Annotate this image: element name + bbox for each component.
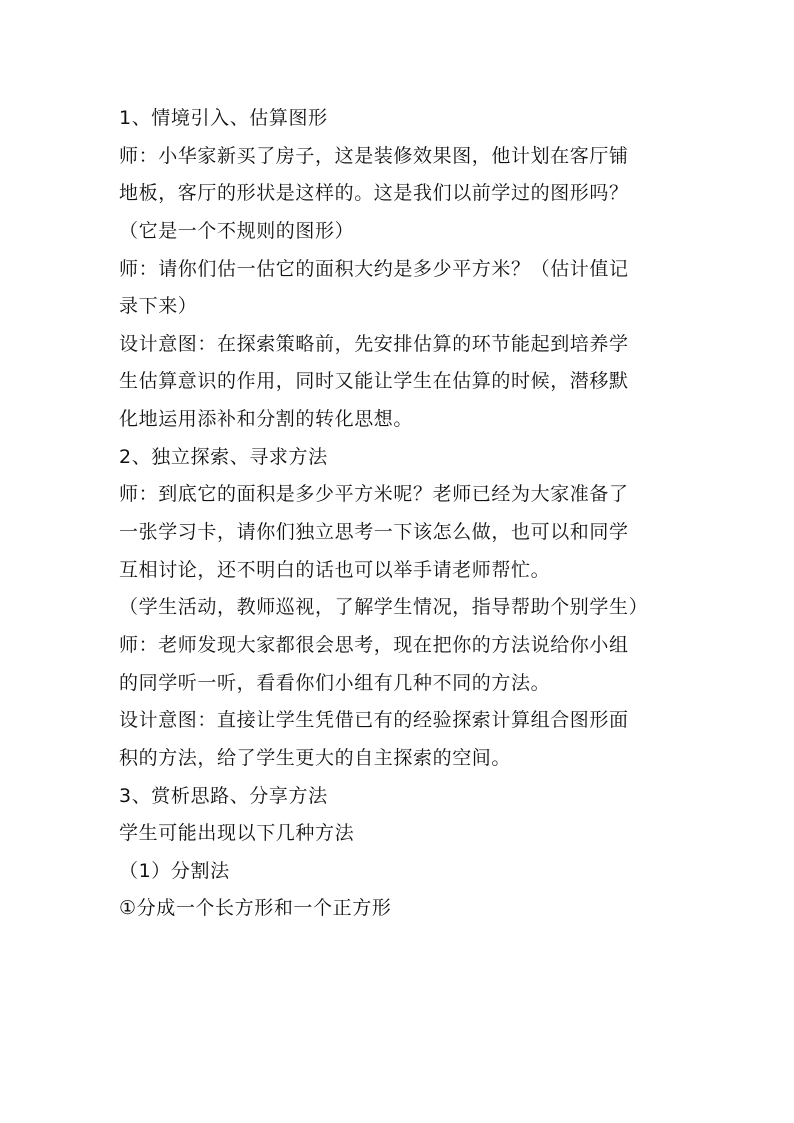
list-item: ①分成一个长方形和一个正方形 <box>119 897 392 920</box>
design-intent-line: 设计意图：在探索策略前，先安排估算的环节能起到培养学 <box>119 332 629 355</box>
paragraph-line: （学生活动，教师巡视，了解学生情况，指导帮助个别学生） <box>119 596 649 619</box>
paragraph-line: 地板，客厅的形状是这样的。这是我们以前学过的图形吗？ <box>119 182 629 205</box>
paragraph-line: 一张学习卡，请你们独立思考一下该怎么做，也可以和同学 <box>119 521 629 544</box>
design-intent-line: 积的方法，给了学生更大的自主探索的空间。 <box>119 746 512 769</box>
section-heading-2: 2、独立探索、寻求方法 <box>119 445 328 468</box>
paragraph-line: 录下来） <box>119 295 198 318</box>
design-intent-line: 生估算意识的作用，同时又能让学生在估算的时候，潜移默 <box>119 370 629 393</box>
paragraph-line: 师：小华家新买了房子，这是装修效果图，他计划在客厅铺 <box>119 144 629 167</box>
paragraph-line: 师：到底它的面积是多少平方米呢？老师已经为大家准备了 <box>119 483 629 506</box>
paragraph-line: 互相讨论，还不明白的话也可以举手请老师帮忙。 <box>119 558 551 581</box>
section-heading-1: 1、情境引入、估算图形 <box>119 107 328 129</box>
paragraph-line: 师：请你们估一估它的面积大约是多少平方米？（估计值记 <box>119 257 629 280</box>
paragraph-line: 学生可能出现以下几种方法 <box>119 822 355 845</box>
subheading-line: （1）分割法 <box>119 859 230 882</box>
paragraph-line: （它是一个不规则的图形） <box>119 219 355 242</box>
section-heading-3: 3、赏析思路、分享方法 <box>119 784 328 807</box>
paragraph-line: 的同学听一听，看看你们小组有几种不同的方法。 <box>119 671 551 694</box>
design-intent-line: 化地运用添补和分割的转化思想。 <box>119 408 414 431</box>
paragraph-line: 师：老师发现大家都很会思考，现在把你的方法说给你小组 <box>119 633 629 656</box>
lesson-plan-text <box>119 100 679 928</box>
design-intent-line: 设计意图：直接让学生凭借已有的经验探索计算组合图形面 <box>119 709 629 732</box>
